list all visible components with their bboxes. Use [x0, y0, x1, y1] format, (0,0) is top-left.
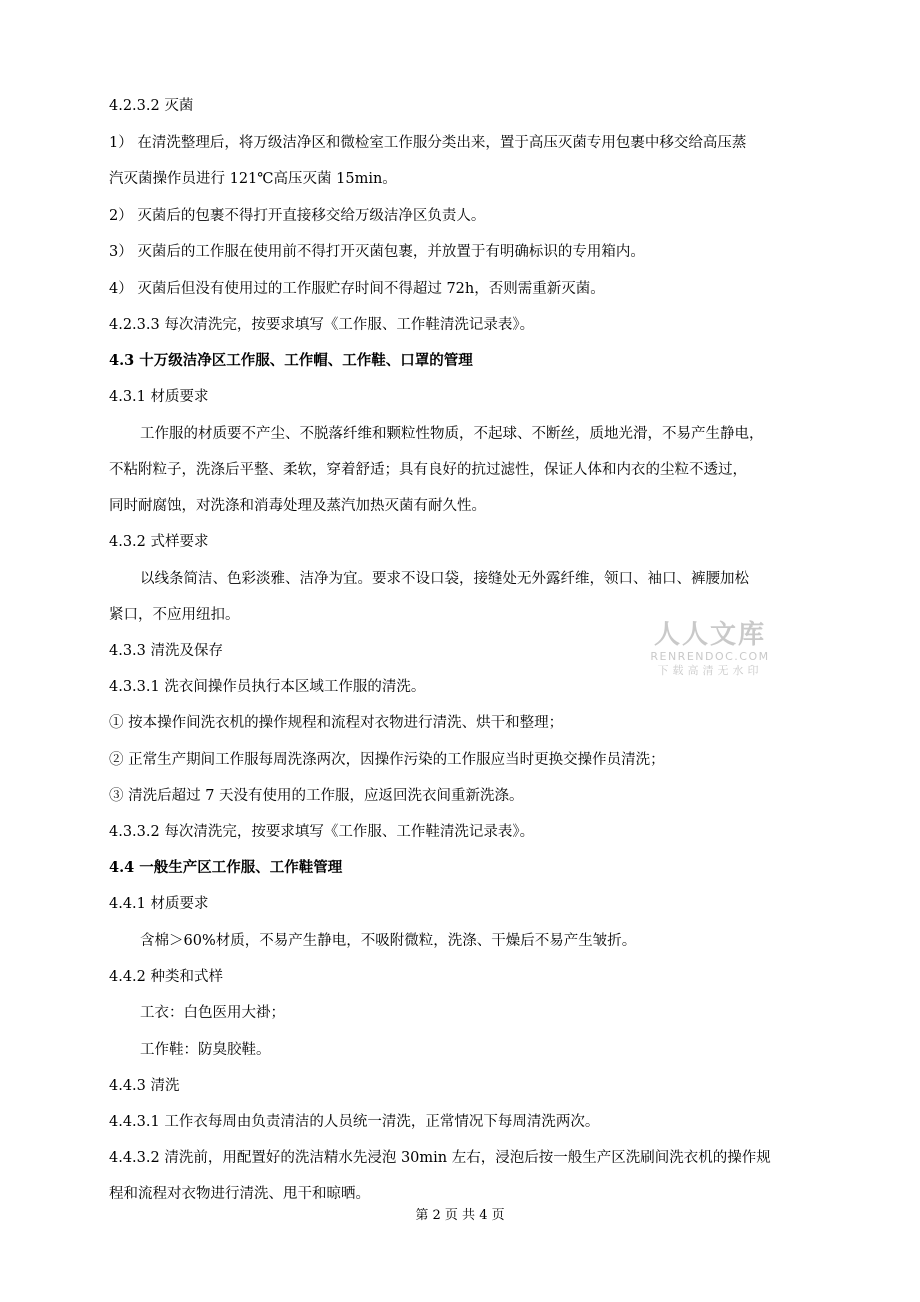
section-heading-4-4: 4.4 一般生产区工作服、工作鞋管理: [109, 859, 343, 876]
paragraph-line: 不粘附粒子，洗涤后平整、柔软，穿着舒适；具有良好的抗过滤性，保证人体和内衣的尘粒不透过，: [109, 462, 747, 478]
paragraph-line: 工衣：白色医用大褂；: [140, 1005, 285, 1021]
heading-4-4-3: 4.4.3 清洗: [109, 1078, 180, 1094]
paragraph-line: 同时耐腐蚀，对洗涤和消毒处理及蒸汽加热灭菌有耐久性。: [109, 498, 486, 514]
heading-4-3-3-1: 4.3.3.1 洗衣间操作员执行本区域工作服的清洗。: [109, 679, 426, 695]
heading-4-4-2: 4.4.2 种类和式样: [109, 969, 224, 985]
page-footer: 第 2 页 共 4 页: [415, 1208, 505, 1223]
list-item: 3） 灭菌后的工作服在使用前不得打开灭菌包裹，并放置于有明确标识的专用箱内。: [109, 244, 645, 260]
watermark-title: 人人文库: [653, 620, 766, 650]
section-heading-4-3: 4.3 十万级洁净区工作服、工作帽、工作鞋、口罩的管理: [109, 352, 473, 369]
list-item: ③ 清洗后超过 7 天没有使用的工作服，应返回洗衣间重新洗涤。: [109, 788, 524, 804]
paragraph-line: 4.4.3.2 清洗前，用配置好的洗洁精水先浸泡 30min 左右，浸泡后按一般生产区洗刷间洗衣机的操作规: [109, 1150, 771, 1166]
list-item: 2） 灭菌后的包裹不得打开直接移交给万级洁净区负责人。: [109, 208, 486, 224]
watermark-domain: RENRENDOC.COM: [650, 650, 770, 663]
watermark: [640, 620, 780, 678]
heading-4-3-3-2: 4.3.3.2 每次清洗完，按要求填写《工作服、工作鞋清洗记录表》。: [109, 824, 535, 840]
paragraph-line: 以线条简洁、色彩淡雅、洁净为宜。要求不设口袋，接缝处无外露纤维，领口、袖口、裤腰加松: [140, 571, 749, 587]
heading-4-3-3: 4.3.3 清洗及保存: [109, 643, 224, 659]
paragraph-line: 工作服的材质要不产尘、不脱落纤维和颗粒性物质，不起球、不断丝，质地光滑，不易产生静电，: [140, 426, 764, 442]
heading-4-3-1: 4.3.1 材质要求: [109, 389, 209, 405]
heading-4-4-3-1: 4.4.3.1 工作衣每周由负责清洁的人员统一清洗，正常情况下每周清洗两次。: [109, 1114, 600, 1130]
paragraph-line: 含棉＞60%材质，不易产生静电，不吸附微粒，洗涤、干燥后不易产生皱折。: [140, 933, 637, 949]
heading-4-3-2: 4.3.2 式样要求: [109, 534, 209, 550]
list-item: 4） 灭菌后但没有使用过的工作服贮存时间不得超过 72h，否则需重新灭菌。: [109, 281, 605, 297]
paragraph-line: 1） 在清洗整理后，将万级洁净区和微检室工作服分类出来，置于高压灭菌专用包裹中移交给高压蒸: [109, 135, 747, 151]
paragraph-line: 紧口，不应用纽扣。: [109, 607, 240, 623]
paragraph-line: 工作鞋：防臭胶鞋。: [140, 1042, 271, 1058]
list-item: ① 按本操作间洗衣机的操作规程和流程对衣物进行清洗、烘干和整理；: [109, 715, 564, 731]
paragraph-line: 汽灭菌操作员进行 121℃高压灭菌 15min。: [109, 171, 397, 187]
list-item: ② 正常生产期间工作服每周洗涤两次，因操作污染的工作服应当时更换交操作员清洗；: [109, 752, 665, 768]
heading-4-2-3-2: 4.2.3.2 灭菌: [109, 98, 194, 114]
watermark-slogan: 下载高清无水印: [657, 664, 763, 677]
paragraph-line: 程和流程对衣物进行清洗、甩干和晾晒。: [109, 1186, 370, 1202]
heading-4-2-3-3: 4.2.3.3 每次清洗完，按要求填写《工作服、工作鞋清洗记录表》。: [109, 317, 535, 333]
heading-4-4-1: 4.4.1 材质要求: [109, 896, 209, 912]
